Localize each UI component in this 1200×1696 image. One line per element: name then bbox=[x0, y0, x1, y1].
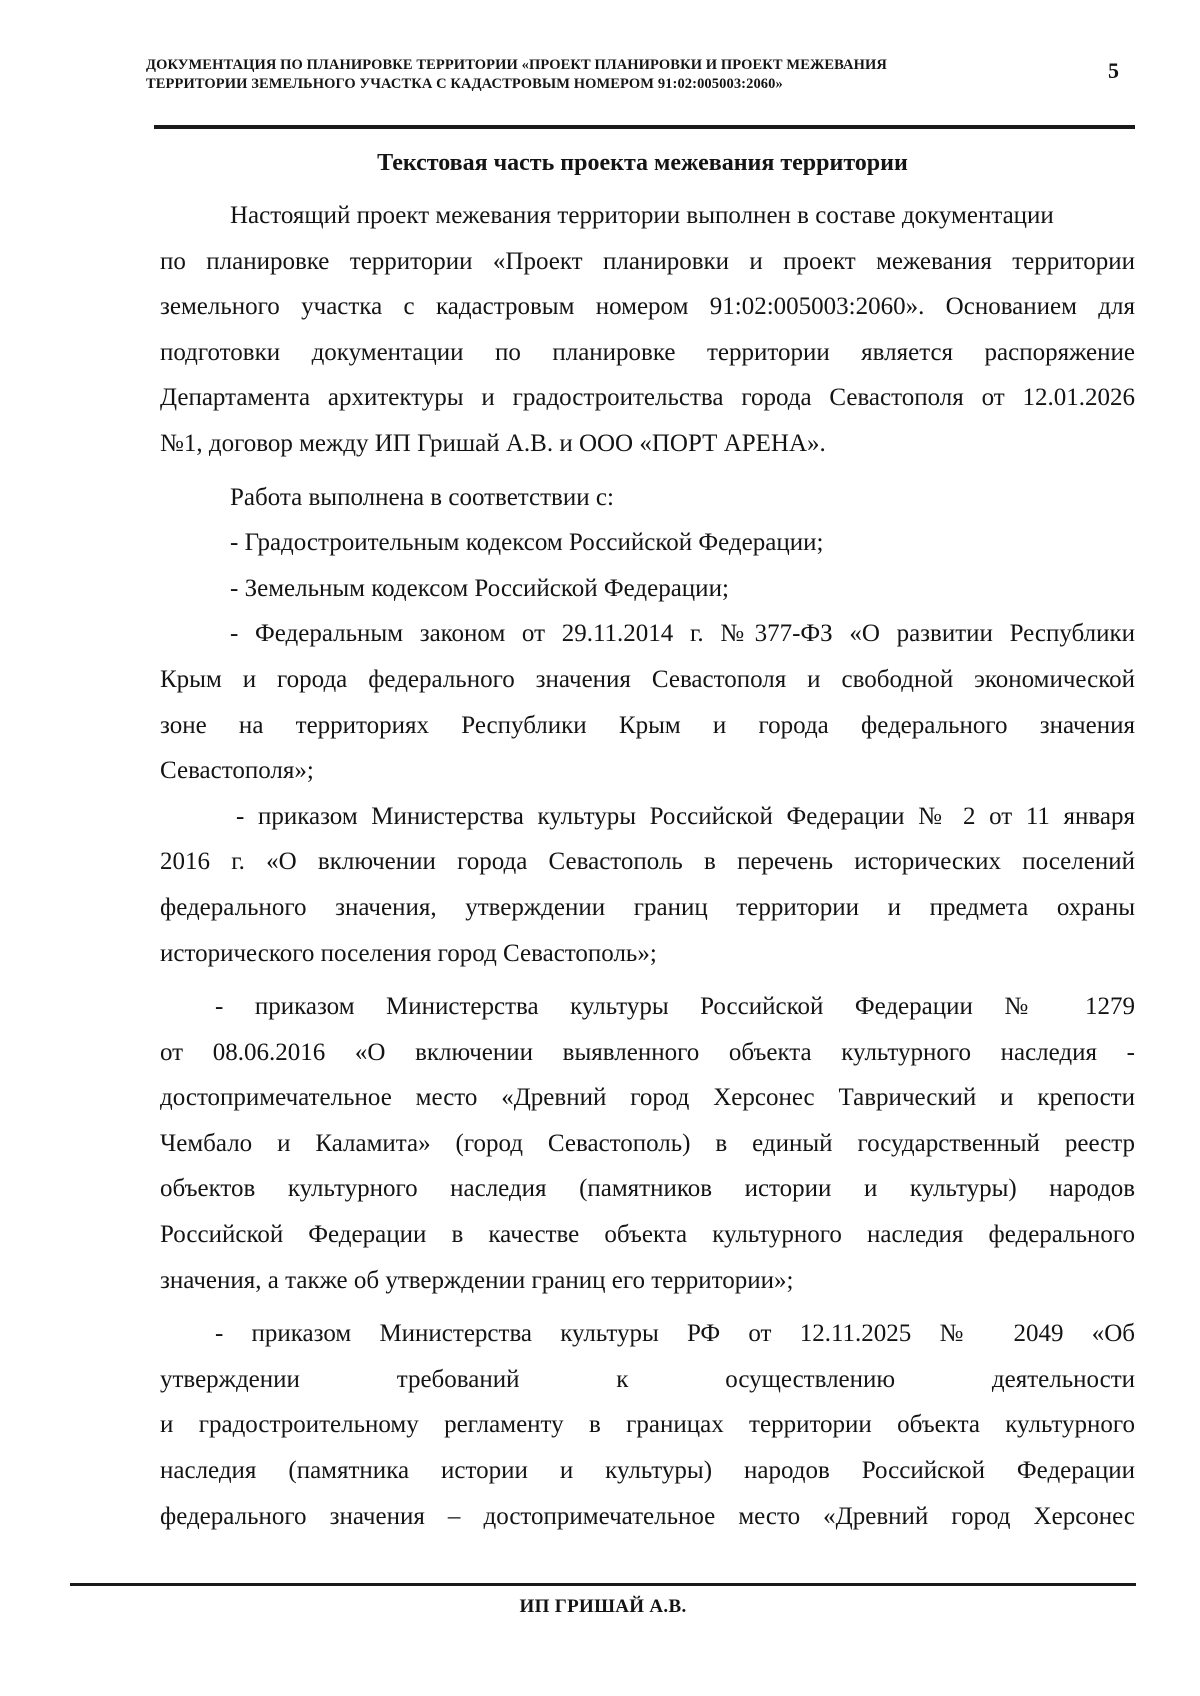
paragraph-line: достопримечательное место «Древний город Херсонес Таврический и крепости bbox=[160, 1084, 1135, 1112]
paragraph-line: исторического поселения город Севастополь»; bbox=[160, 939, 657, 967]
page-number: 5 bbox=[1108, 58, 1119, 83]
paragraph-line: 2016 г. «О включении города Севастополь в перечень исторических поселений bbox=[160, 848, 1135, 876]
list-item: - Градостроительным кодексом Российской Федерации; bbox=[230, 529, 824, 557]
list-item: - Земельным кодексом Российской Федерации; bbox=[230, 574, 729, 602]
document-header bbox=[146, 56, 1046, 94]
paragraph-line: №1, договор между ИП Гришай А.В. и ООО «ПОРТ АРЕНА». bbox=[160, 429, 826, 457]
list-item: - приказом Министерства культуры Российской Федерации № 2 от 11 января bbox=[236, 802, 1135, 830]
paragraph-line: земельного участка с кадастровым номером 91:02:005003:2060». Основанием для bbox=[160, 293, 1135, 321]
paragraph-line: объектов культурного наследия (памятников истории и культуры) народов bbox=[160, 1175, 1135, 1203]
list-item: - приказом Министерства культуры Российской Федерации № 1279 bbox=[215, 993, 1135, 1021]
paragraph-line: Работа выполнена в соответствии с: bbox=[230, 483, 614, 511]
paragraph-line: федерального значения, утверждении границ территории и предмета охраны bbox=[160, 893, 1135, 921]
header-title-line-1: ДОКУМЕНТАЦИЯ ПО ПЛАНИРОВКЕ ТЕРРИТОРИИ «ПРОЕКТ ПЛАНИРОВКИ И ПРОЕКТ МЕЖЕВАНИЯ bbox=[146, 57, 887, 73]
paragraph-line: зоне на территориях Республики Крым и города федерального значения bbox=[160, 711, 1135, 739]
paragraph-line: Российской Федерации в качестве объекта культурного наследия федерального bbox=[160, 1221, 1135, 1249]
document-body bbox=[160, 193, 1135, 1539]
paragraph-line: Настоящий проект межевания территории выполнен в составе документации bbox=[230, 202, 1054, 229]
list-item: - Федеральным законом от 29.11.2014 г. №377-ФЗ «О развитии Республики bbox=[230, 620, 1135, 648]
paragraph-line: по планировке территории «Проект планировки и проект межевания территории bbox=[160, 247, 1135, 275]
paragraph-line: наследия (памятника истории и культуры) народов Российской Федерации bbox=[160, 1457, 1135, 1485]
footer-author: ИП ГРИШАЙ А.В. bbox=[519, 1596, 687, 1617]
paragraph-line: утверждении требований к осуществлению деятельности bbox=[160, 1365, 1135, 1393]
header-divider bbox=[154, 125, 1135, 129]
paragraph-line: значения, а также об утверждении границ его территории»; bbox=[160, 1266, 794, 1294]
footer-divider bbox=[70, 1583, 1136, 1586]
header-title-line-2: ТЕРРИТОРИИ ЗЕМЕЛЬНОГО УЧАСТКА С КАДАСТРОВЫМ НОМЕРОМ 91:02:005003:2060» bbox=[146, 76, 783, 92]
list-item: - приказом Министерства культуры РФ от 12.11.2025 № 2049 «Об bbox=[215, 1320, 1135, 1348]
paragraph-line: от 08.06.2016 «О включении выявленного объекта культурного наследия - bbox=[160, 1038, 1135, 1066]
paragraph-line: Крым и города федерального значения Севастополя и свободной экономической bbox=[160, 665, 1135, 693]
paragraph-line: федерального значения – достопримечательное место «Древний город Херсонес bbox=[160, 1502, 1135, 1530]
paragraph-line: Севастополя»; bbox=[160, 757, 314, 785]
section-heading: Текстовая часть проекта межевания территории bbox=[377, 150, 908, 176]
paragraph-line: подготовки документации по планировке территории является распоряжение bbox=[160, 338, 1135, 366]
paragraph-line: Департамента архитектуры и градостроительства города Севастополя от 12.01.2026 bbox=[160, 384, 1135, 412]
paragraph-line: и градостроительному регламенту в границах территории объекта культурного bbox=[160, 1411, 1135, 1439]
paragraph-line: Чембало и Каламита» (город Севастополь) в единый государственный реестр bbox=[160, 1129, 1135, 1157]
